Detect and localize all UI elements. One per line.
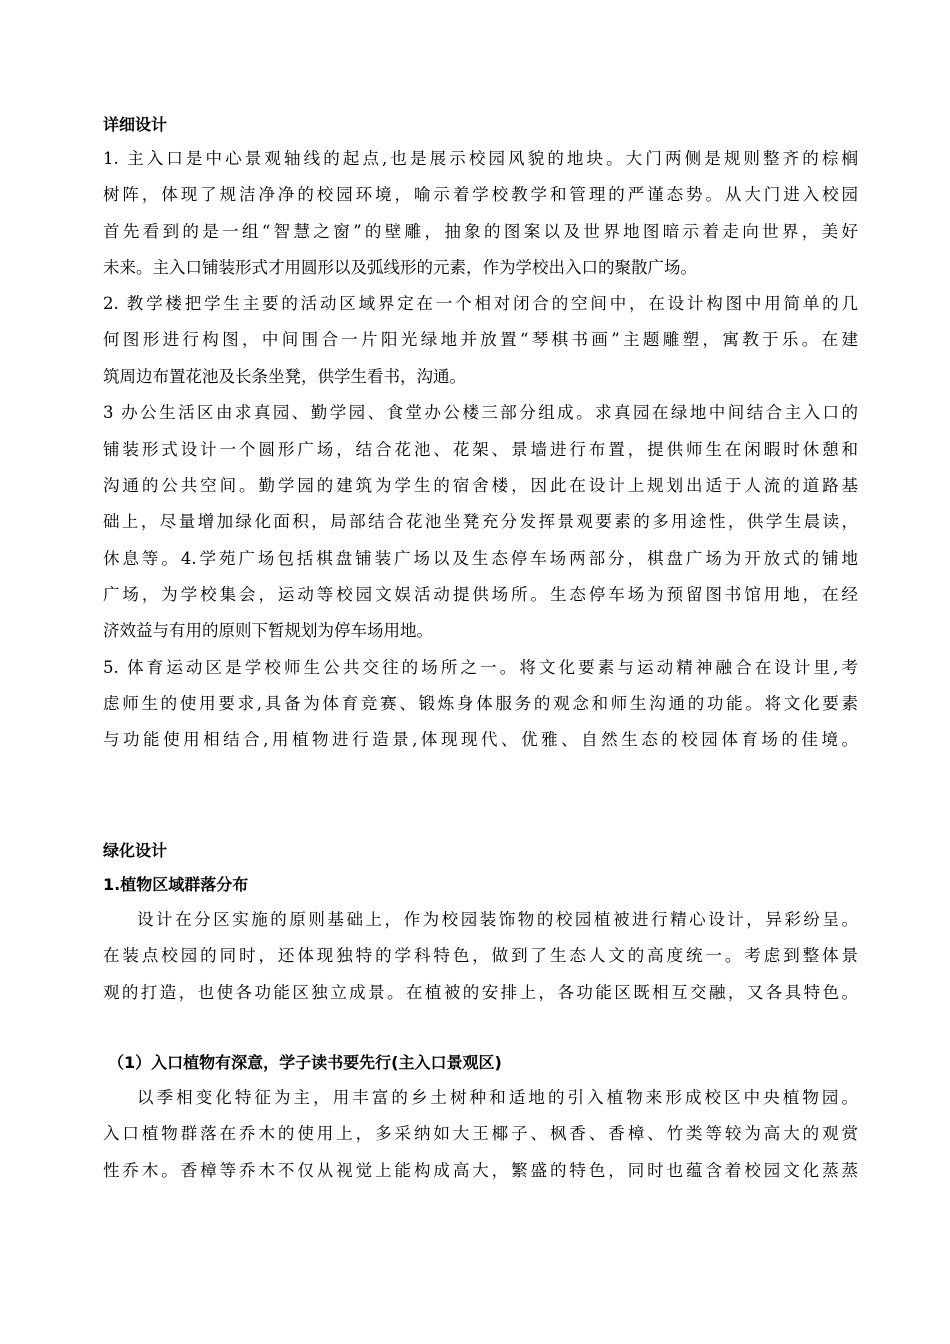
section-title-detail-design: 详细设计 xyxy=(103,115,168,134)
paragraph-line: 树阵，体现了规洁净净的校园环境，喻示着学校教学和管理的严谨态势。从大门进入校园 xyxy=(103,185,858,204)
paragraph-line: 入口植物群落在乔木的使用上，多采纳如大王椰子、枫香、香樟、竹类等较为高大的观赏 xyxy=(103,1124,858,1143)
subsection-title-plant-distribution: 1.植物区域群落分布 xyxy=(103,875,249,894)
paragraph-line: 在装点校园的同时，还体现独特的学科特色，做到了生态人文的高度统一。考虑到整体景 xyxy=(103,946,858,965)
paragraph-line: 观的打造，也使各功能区独立成景。在植被的安排上，各功能区既相互交融，又各具特色。 xyxy=(103,983,858,1002)
paragraph-line: 何图形进行构图，中间围合一片阳光绿地并放置“琴棋书画”主题雕塑，寓教于乐。在建 xyxy=(103,330,858,349)
paragraph-line: 5. 体育运动区是学校师生公共交往的场所之一。将文化要素与运动精神融合在设计里,考 xyxy=(103,658,858,677)
paragraph-line: 广场，为学校集会，运动等校园文娱活动提供场所。生态停车场为预留图书馆用地，在经 xyxy=(103,585,858,604)
subsection-title-entrance-plants: （1）入口植物有深意，学子读书要先行(主入口景观区) xyxy=(108,1053,502,1072)
paragraph-line: 与功能使用相结合,用植物进行造景,体现现代、优雅、自然生态的校园体育场的佳境。 xyxy=(103,730,858,749)
paragraph-line: 沟通的公共空间。勤学园的建筑为学生的宿舍楼，因此在设计上规划出适于人流的道路基 xyxy=(103,476,858,495)
paragraph-line: 休息等。4.学苑广场包括棋盘铺装广场以及生态停车场两部分，棋盘广场为开放式的铺地 xyxy=(103,549,858,568)
paragraph-line: 性乔木。香樟等乔木不仅从视觉上能构成高大，繁盛的特色，同时也蕴含着校园文化蒸蒸 xyxy=(103,1161,858,1180)
paragraph-line: 济效益与有用的原则下暂规划为停车场用地。 xyxy=(103,621,433,640)
paragraph-line: 2. 教学楼把学生主要的活动区域界定在一个相对闭合的空间中，在设计构图中用简单的几 xyxy=(103,294,858,313)
paragraph-line: 础上，尽量增加绿化面积，局部结合花池坐凳充分发挥景观要素的多用途性，供学生晨读， xyxy=(103,512,858,531)
paragraph-line: 1. 主入口是中心景观轴线的起点,也是展示校园风貌的地块。大门两侧是规则整齐的棕榈 xyxy=(103,149,858,168)
paragraph-line: 虑师生的使用要求,具备为体育竞赛、锻炼身体服务的观念和师生沟通的功能。将文化要素 xyxy=(103,694,858,713)
paragraph-line: 未来。主入口铺装形式才用圆形以及弧线形的元素，作为学校出入口的聚散广场。 xyxy=(103,258,697,277)
paragraph-line: 3 办公生活区由求真园、勤学园、食堂办公楼三部分组成。求真园在绿地中间结合主入口的 xyxy=(103,403,858,422)
section-title-greening-design: 绿化设计 xyxy=(103,841,168,860)
paragraph-line: 铺装形式设计一个圆形广场，结合花池、花架、景墙进行布置，提供师生在闲暇时休憩和 xyxy=(103,440,858,459)
paragraph-line: 设计在分区实施的原则基础上，作为校园装饰物的校园植被进行精心设计，异彩纷呈。 xyxy=(137,910,858,929)
paragraph-line: 以季相变化特征为主，用丰富的乡土树种和适地的引入植物来形成校区中央植物园。 xyxy=(137,1088,858,1107)
paragraph-line: 首先看到的是一组“智慧之窗”的壁雕，抽象的图案以及世界地图暗示着走向世界，美好 xyxy=(103,222,858,241)
paragraph-line: 筑周边布置花池及长条坐凳，供学生看书，沟通。 xyxy=(103,367,466,386)
